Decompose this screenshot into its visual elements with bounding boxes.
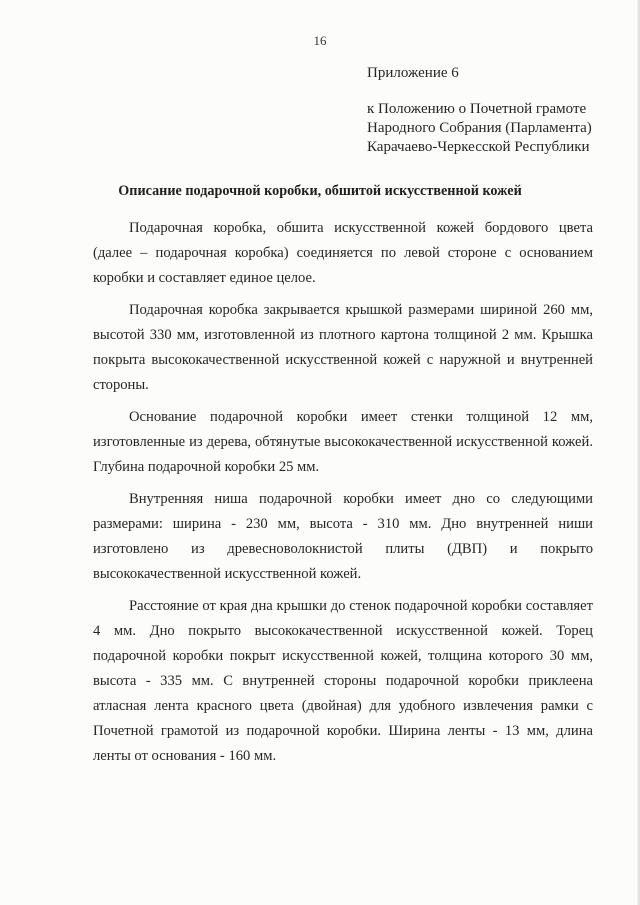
appendix-line: Народного Собрания (Парламента) (367, 120, 592, 136)
paragraph: Подарочная коробка закрывается крышкой размерами шириной 260 мм, высотой 330 мм, изготовленной из плотного картона толщиной 2 мм. Крышка покрыта высококачественной искусственной кожей с наружной и внутренней стороны. (93, 302, 593, 393)
appendix-block (367, 64, 627, 157)
document-heading: Описание подарочной коробки, обшитой искусственной кожей (118, 183, 522, 199)
appendix-line: к Положению о Почетной грамоте (367, 101, 587, 117)
page-number: 16 (313, 33, 327, 48)
document-body (93, 216, 593, 776)
paragraph: Основание подарочной коробки имеет стенки толщиной 12 мм, изготовленные из дерева, обтянутые высококачественной искусственной кожей. Глубина подарочной коробки 25 мм. (93, 409, 593, 475)
appendix-line: Карачаево-Черкесской Республики (367, 139, 590, 155)
appendix-title: Приложение 6 (367, 65, 459, 81)
paragraph: Расстояние от края дна крышки до стенок подарочной коробки составляет 4 мм. Дно покрыто высококачественной искусственной кожей. Торец подарочной коробки покрыт искусственной кожей, толщина которого 30 мм, высота - 335 мм. С внутренней стороны подарочной коробки приклеена атласная лента красного цвета (двойная) для удобного извлечения рамки с Почетной грамотой из подарочной коробки. Ширина ленты - 13 мм, длина ленты от основания - 160 мм. (93, 598, 593, 764)
paragraph: Внутренняя ниша подарочной коробки имеет дно со следующими размерами: ширина - 230 мм, высота - 310 мм. Дно внутренней ниши изготовлено из древесноволокнистой плиты (ДВП) и покрыто высококачественной искусственной кожей. (93, 491, 593, 582)
paragraph: Подарочная коробка, обшита искусственной кожей бордового цвета (далее – подарочная коробка) соединяется по левой стороне с основанием коробки и составляет единое целое. (93, 220, 593, 286)
